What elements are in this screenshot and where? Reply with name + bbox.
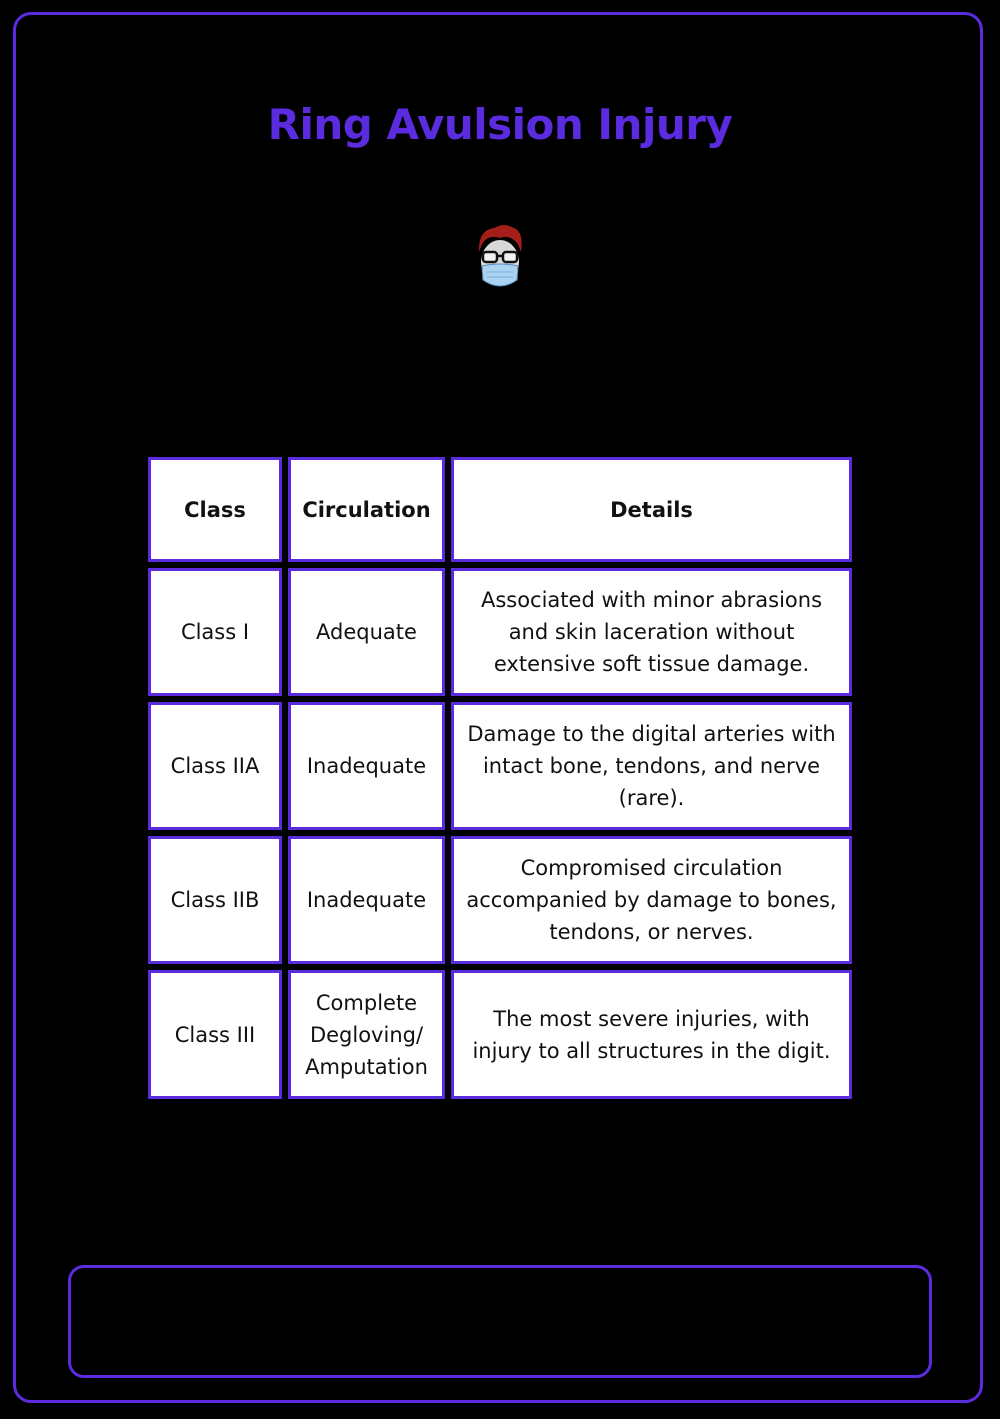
row-4-class: Class III	[148, 970, 282, 1099]
row-4-details: The most severe injuries, with injury to all structures in the digit.	[451, 970, 852, 1099]
masked-doctor-avatar-icon	[474, 222, 526, 292]
row-2-class: Class IIA	[148, 702, 282, 830]
row-3-details: Compromised circulation accompanied by damage to bones, tendons, or nerves.	[451, 836, 852, 964]
header-class: Class	[148, 457, 282, 562]
header-circulation: Circulation	[288, 457, 445, 562]
row-1-details: Associated with minor abrasions and skin laceration without extensive soft tissue damage.	[451, 568, 852, 696]
row-4-circulation: Complete Degloving/ Amputation	[288, 970, 445, 1099]
footer-box	[68, 1265, 932, 1378]
row-1-circulation: Adequate	[288, 568, 445, 696]
header-details: Details	[451, 457, 852, 562]
page-title: Ring Avulsion Injury	[267, 100, 733, 149]
row-3-class: Class IIB	[148, 836, 282, 964]
row-1-class: Class I	[148, 568, 282, 696]
row-2-details: Damage to the digital arteries with intact bone, tendons, and nerve (rare).	[451, 702, 852, 830]
row-3-circulation: Inadequate	[288, 836, 445, 964]
row-2-circulation: Inadequate	[288, 702, 445, 830]
